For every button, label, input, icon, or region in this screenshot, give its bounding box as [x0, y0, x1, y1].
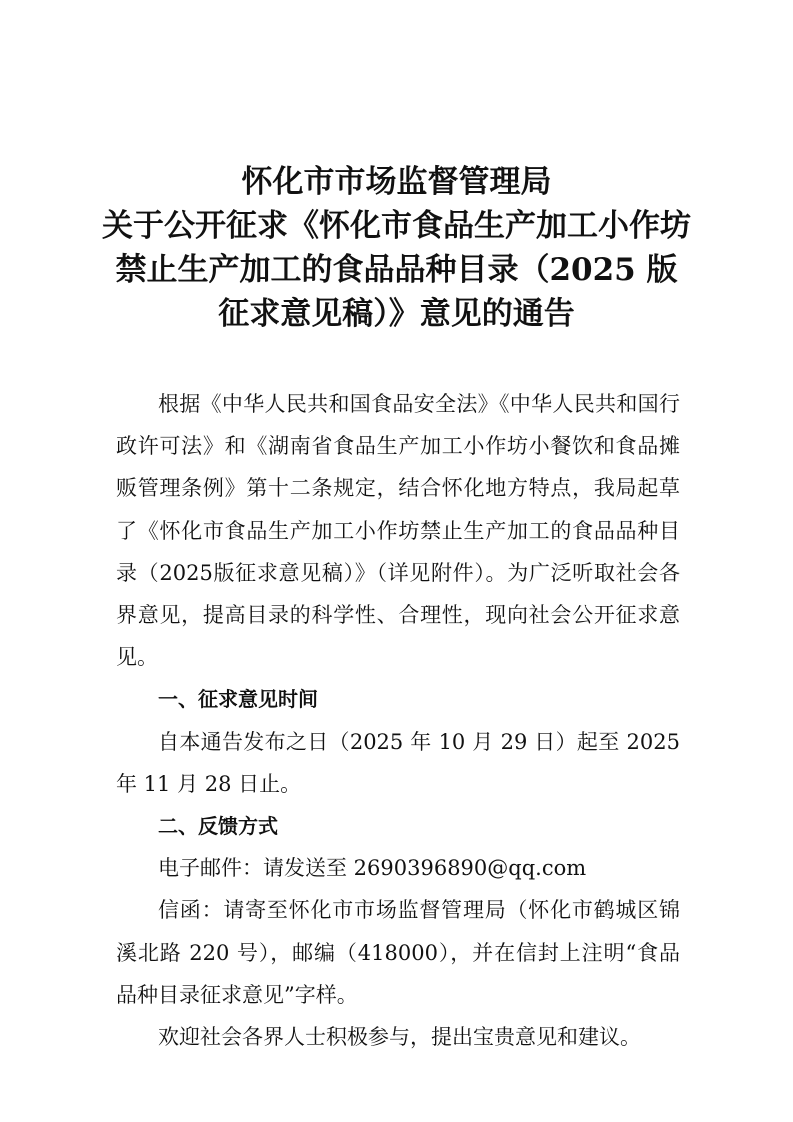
time-paragraph: 自本通告发布之日（2025 年 10 月 29 日）起至 2025 年 11 月 28 日止。 — [116, 729, 680, 796]
title-line-3: 禁止生产加工的食品品种目录（2025 版 — [115, 252, 678, 288]
title-line-4: 征求意见稿）》意见的通告 — [218, 296, 575, 332]
email-paragraph: 电子邮件：请发送至 2690396890@qq.com — [158, 856, 587, 881]
closing-paragraph: 欢迎社会各界人士积极参与，提出宝贵意见和建议。 — [158, 1025, 641, 1050]
title-line-2: 关于公开征求《怀化市食品生产加工小作坊 — [102, 208, 691, 244]
document-title — [60, 160, 733, 336]
letter-paragraph: 信函：请寄至怀化市市场监督管理局（怀化市鹤城区锦溪北路 220 号），邮编（418000），并在信封上注明“食品品种目录征求意见”字样。 — [116, 898, 680, 1007]
section-heading-feedback: 二、反馈方式 — [158, 814, 278, 839]
section-heading-time: 一、征求意见时间 — [158, 687, 318, 712]
intro-paragraph: 根据《中华人民共和国食品安全法》《中华人民共和国行政许可法》和《湖南省食品生产加工小作坊小餐饮和食品摊贩管理条例》第十二条规定，结合怀化地方特点，我局起草了《怀化市食品生产加工小作坊禁止生产加工的食品品种目录（2025版征求意见稿）》（详见附件）。为广泛听取社会各界意见，提高目录的科学性、合理性，现向社会公开征求意见。 — [116, 392, 680, 670]
title-line-1: 怀化市市场监督管理局 — [241, 164, 552, 200]
document-body — [116, 383, 680, 1058]
